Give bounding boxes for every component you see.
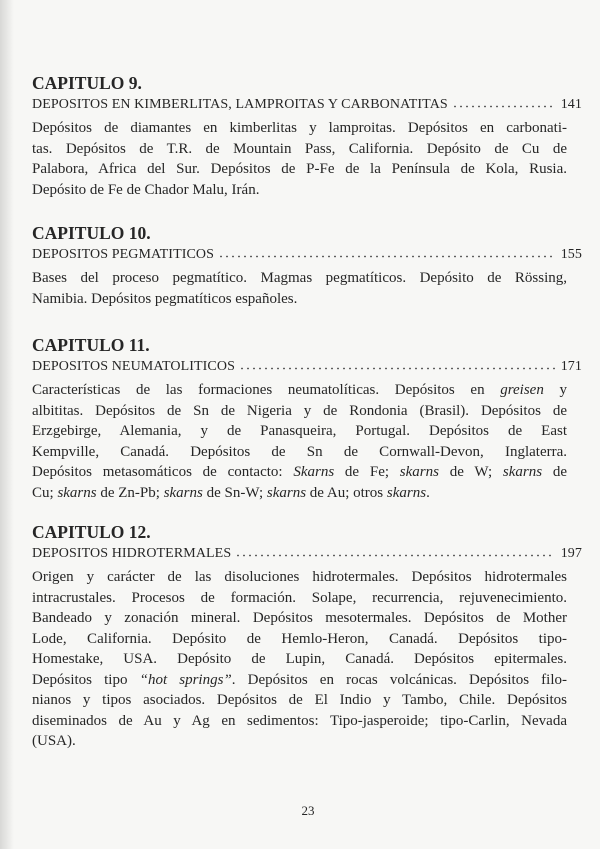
text-run: diseminados de Au y Ag en sedimentos: Tipo-jasperoide; tipo-Carlin, Nevada (32, 712, 567, 729)
text-run: Homestake, USA. Depósito de Lupin, Canadá. Depósitos epitermales. (32, 651, 567, 667)
toc-entry-page: 197 (560, 546, 582, 561)
toc-entry-page: 155 (560, 247, 582, 262)
chapter-10 (32, 222, 582, 309)
italic-term: Skarns (293, 464, 335, 480)
summary-line (32, 462, 567, 483)
toc-entry-title: DEPOSITOS HIDROTERMALES (32, 546, 232, 561)
text-run: . (426, 484, 430, 501)
toc-entry (32, 356, 582, 378)
chapter-summary (32, 268, 567, 309)
italic-term: skarns (163, 484, 203, 501)
text-run: Palabora, Africa del Sur. Depósitos de P-Fe de la Península de Kola, Rusia. (32, 161, 567, 177)
chapter-heading: CAPITULO 12. (32, 522, 151, 542)
text-run: Namibia. Depósitos pegmatíticos españoles. (32, 290, 298, 307)
summary-line (32, 483, 567, 504)
dot-leader (218, 248, 555, 258)
toc-entry-title: DEPOSITOS EN KIMBERLITAS, LAMPROITAS Y CARBONATITAS (32, 97, 448, 112)
summary-line (32, 629, 567, 650)
chapter-summary (32, 118, 567, 200)
summary-line (32, 588, 567, 609)
chapter-heading: CAPITULO 10. (32, 223, 151, 243)
text-run: tas. Depósitos de T.R. de Mountain Pass, California. Depósito de Cu de (32, 140, 567, 157)
italic-term: “hot springs” (139, 671, 232, 688)
text-run: (USA). (32, 733, 76, 749)
summary-line (32, 289, 567, 310)
toc-entry (32, 244, 582, 266)
text-run: de Sn-W; (202, 484, 267, 501)
toc-entry-title: DEPOSITOS NEUMATOLITICOS (32, 359, 235, 374)
summary-line (32, 711, 567, 732)
summary-line (32, 139, 567, 160)
summary-line (32, 442, 567, 463)
text-run: Bases del proceso pegmatítico. Magmas pegmatíticos. Depósito de Rössing, (32, 270, 567, 286)
chapter-11 (32, 334, 582, 503)
text-run: Características de las formaciones neumatolíticas. Depósitos en (32, 382, 501, 398)
text-run: de Au; otros (306, 484, 387, 501)
summary-line (32, 401, 567, 422)
text-run: Depósito de Fe de Chador Malu, Irán. (32, 181, 260, 198)
italic-term: skarns (57, 484, 97, 501)
text-run: Cu; (32, 484, 58, 501)
chapter-summary (32, 380, 567, 503)
summary-line (32, 180, 567, 201)
summary-line (32, 608, 567, 629)
dot-leader (452, 98, 555, 108)
summary-line (32, 567, 567, 588)
text-run: y (543, 382, 568, 398)
text-run: de Fe; (334, 464, 400, 480)
italic-term: skarns (386, 484, 427, 501)
chapter-heading: CAPITULO 11. (32, 335, 150, 355)
chapter-12 (32, 521, 582, 752)
summary-line (32, 731, 567, 752)
text-run: Kempville, Canadá. Depósitos de Sn de Cornwall-Devon, Inglaterra. (32, 443, 567, 460)
text-run: Depósitos tipo (32, 671, 140, 688)
text-run: Origen y carácter de las disoluciones hidrotermales. Depósitos hidrotermales (32, 569, 567, 585)
italic-term: skarns (266, 484, 307, 501)
chapter-summary (32, 567, 567, 752)
toc-entry-title: DEPOSITOS PEGMATITICOS (32, 247, 215, 262)
summary-line (32, 380, 567, 401)
text-run: Depósitos de diamantes en kimberlitas y lamproitas. Depósitos en carbonati- (32, 120, 567, 136)
toc-entry (32, 543, 582, 565)
text-run: de W; (438, 464, 503, 480)
text-run: nianos y tipos asociados. Depósitos de El Indio y Tambo, Chile. Depósitos (32, 692, 567, 708)
toc-entry-page: 141 (560, 97, 582, 112)
page-number: 23 (301, 803, 315, 818)
summary-line (32, 690, 567, 711)
page-edge-shadow (0, 0, 14, 849)
summary-line (32, 118, 567, 139)
toc-entry (32, 94, 582, 116)
text-run: de (542, 464, 567, 480)
dot-leader (239, 360, 555, 370)
summary-line (32, 670, 567, 691)
italic-term: greisen (500, 382, 544, 398)
toc-entry-page: 171 (560, 359, 582, 374)
summary-line (32, 159, 567, 180)
text-run: Depósitos metasomáticos de contacto: (32, 464, 294, 480)
text-run: albititas. Depósitos de Sn de Nigeria y de Rondonia (Brasil). Depósitos de (32, 402, 567, 419)
summary-line (32, 649, 567, 670)
text-run: de Zn-Pb; (96, 484, 164, 501)
italic-term: skarns (502, 464, 543, 480)
summary-line (32, 421, 567, 442)
text-run: Lode, California. Depósito de Hemlo-Heron, Canadá. Depósitos tipo- (32, 630, 567, 647)
chapter-9 (32, 72, 582, 200)
text-run: . Depósitos en rocas volcánicas. Depósitos filo- (231, 671, 567, 688)
summary-line (32, 268, 567, 289)
text-run: Erzgebirge, Alemania, y de Panasqueira, Portugal. Depósitos de East (32, 423, 567, 439)
italic-term: skarns (399, 464, 439, 480)
chapter-heading: CAPITULO 9. (32, 73, 142, 93)
text-run: intracrustales. Procesos de formación. Solape, recurrencia, rejuvenecimiento. (32, 589, 567, 606)
dot-leader (235, 547, 554, 557)
text-run: Bandeado y zonación mineral. Depósitos mesotermales. Depósitos de Mother (32, 610, 567, 626)
